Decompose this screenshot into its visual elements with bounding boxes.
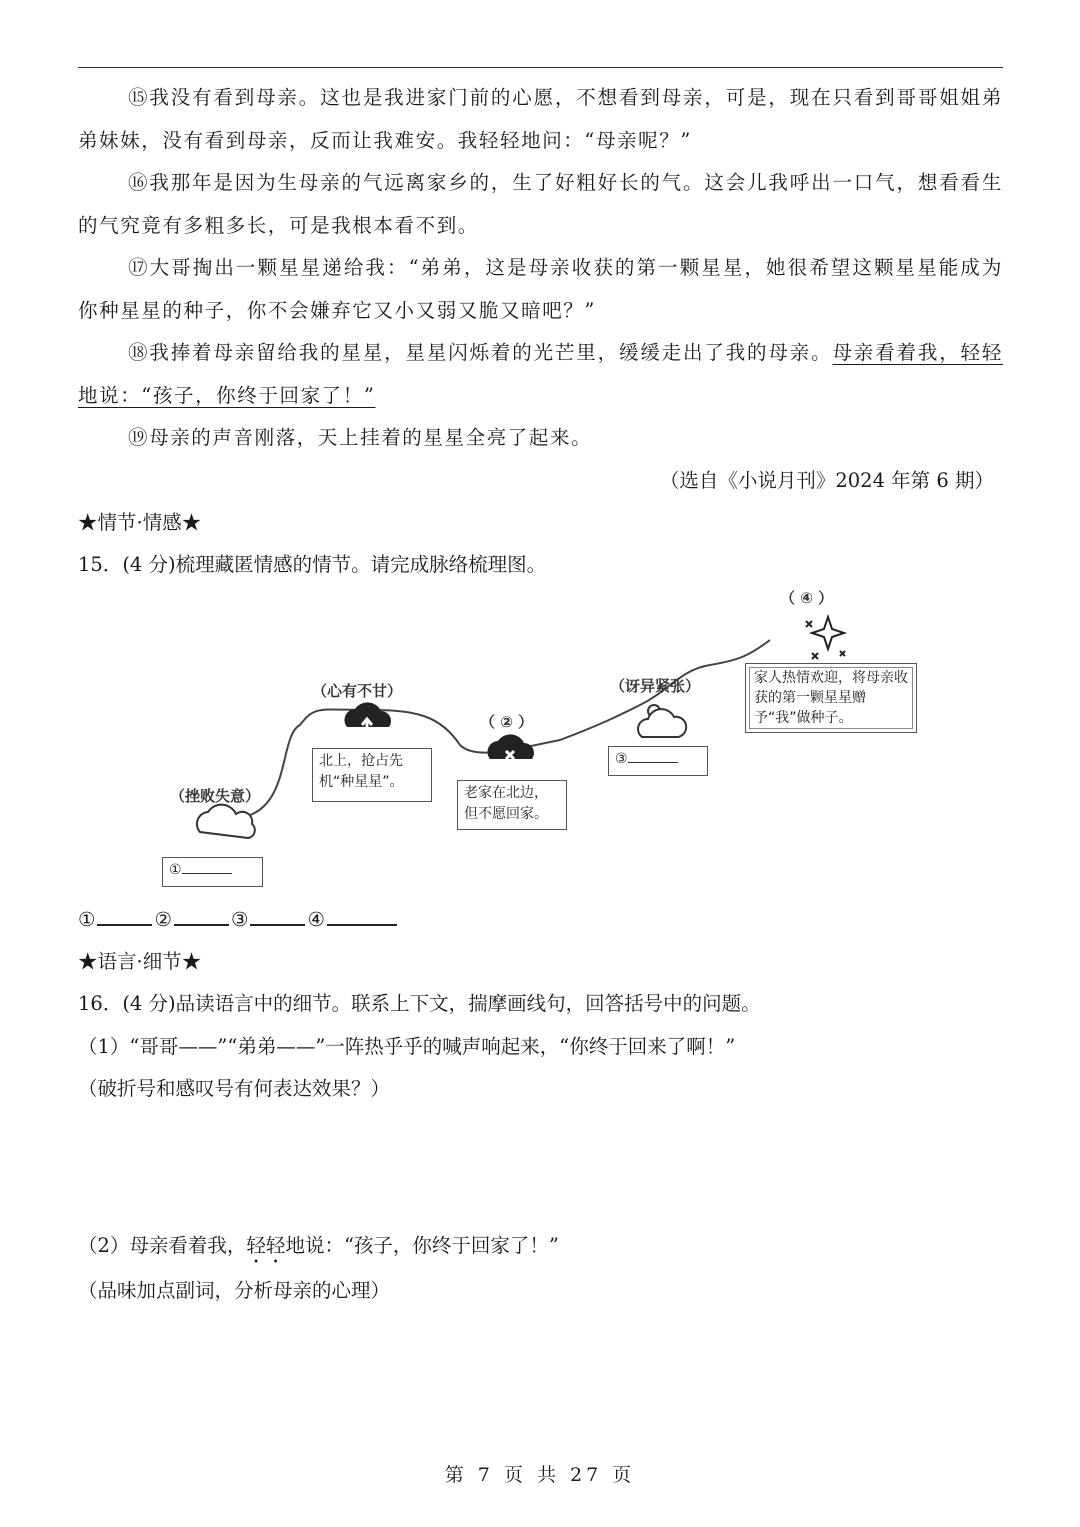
paragraph-17: ⑰大哥掏出一颗星星递给我：“弟弟，这是母亲收获的第一颗星星，她很希望这颗星星能成为你种星星的种子，你不会嫌弃它又小又弱又脆又暗吧？” xyxy=(78,256,1003,322)
box-1-blank xyxy=(182,873,232,874)
cloud-sun-icon xyxy=(638,705,686,737)
emotion-label-1: （挫败失意） xyxy=(170,787,261,805)
plot-flow-diagram xyxy=(150,585,930,895)
paragraph-18 xyxy=(78,332,1003,417)
diagram-box-3: 老家在北边，但不愿回家。 xyxy=(457,780,567,830)
answer-blank-3[interactable] xyxy=(250,906,305,926)
emotion-label-2: （心有不甘） xyxy=(312,682,403,700)
answer-blank-2[interactable] xyxy=(174,906,229,926)
diagram-box-2: 北上，抢占先机“种星星”。 xyxy=(312,748,432,802)
box-4-number: ③ xyxy=(615,751,628,767)
paragraph-18-text: ⑱我捧着母亲留给我的星星，星星闪烁着的光芒里，缓缓走出了我的母亲。 xyxy=(128,341,833,364)
cloud-icon xyxy=(197,805,255,838)
question-16-2-prompt: （品味加点副词，分析母亲的心理） xyxy=(78,1279,391,1302)
source-citation: （选自《小说月刊》2024 年第 6 期） xyxy=(659,469,994,492)
box-4-blank xyxy=(628,762,678,763)
stars-icon xyxy=(806,617,845,659)
question-16-stem: 16．(4 分)品读语言中的细节。联系上下文，揣摩画线句，回答括号中的问题。 xyxy=(78,992,761,1015)
answer-label-2: ② xyxy=(154,908,172,931)
page-footer: 第 7 页 共 27 页 xyxy=(444,1464,636,1486)
emotion-label-3: （ ② ） xyxy=(480,713,534,731)
diagram-box-5: 家人热情欢迎，将母亲收获的第一颗星星赠予“我”做种子。 xyxy=(745,663,917,733)
q16-2-suffix: 地说：“孩子，你终于回家了！” xyxy=(285,1234,559,1257)
paragraph-19: ⑲母亲的声音刚落，天上挂着的星星全亮了起来。 xyxy=(128,426,593,449)
cloud-x-icon xyxy=(487,734,534,759)
paragraph-16: ⑯我那年是因为生母亲的气远离家乡的，生了好粗好长的气。这会儿我呼出一口气，想看看生的气究竟有多粗多长，可是我根本看不到。 xyxy=(78,171,1003,237)
question-16-1-prompt: （破折号和感叹号有何表达效果？） xyxy=(78,1077,391,1100)
answer-label-1: ① xyxy=(78,908,96,931)
emphasized-adverb: 轻轻 xyxy=(246,1234,286,1257)
section-title-plot: ★情节·情感★ xyxy=(78,511,202,534)
answer-blank-4[interactable] xyxy=(327,906,397,926)
answer-blanks-15 xyxy=(78,906,399,933)
question-15-stem: 15．(4 分)梳理藏匿情感的情节。请完成脉络梳理图。 xyxy=(78,553,547,576)
cloud-up-arrow-icon xyxy=(344,702,391,733)
diagram-canvas xyxy=(150,585,930,895)
q16-2-prefix: （2）母亲看着我， xyxy=(78,1234,247,1257)
section-title-language: ★语言·细节★ xyxy=(78,950,202,973)
emotion-label-4: （讶异紧张） xyxy=(610,677,701,695)
answer-blank-1[interactable] xyxy=(97,906,152,926)
paragraph-15: ⑮我没有看到母亲。这也是我进家门前的心愿，不想看到母亲，可是，现在只看到哥哥姐姐弟弟妹妹，没有看到母亲，反而让我难安。我轻轻地问：“母亲呢？” xyxy=(78,86,1003,152)
answer-label-3: ③ xyxy=(230,908,249,931)
emotion-label-5: （ ④ ） xyxy=(780,589,834,607)
question-16-2-sentence xyxy=(78,1233,559,1268)
diagram-box-1 xyxy=(162,857,263,887)
answer-label-4: ④ xyxy=(307,908,325,931)
header-rule xyxy=(78,67,1003,68)
diagram-box-4 xyxy=(608,746,708,776)
question-16-1-sentence: （1）“哥哥——”“弟弟——”一阵热乎乎的喊声响起来，“你终于回来了啊！” xyxy=(78,1035,736,1058)
underlined-sentence: 母亲看着我，轻轻地说：“孩子，你终于回家了！” xyxy=(78,341,1003,407)
box-1-number: ① xyxy=(169,862,182,878)
